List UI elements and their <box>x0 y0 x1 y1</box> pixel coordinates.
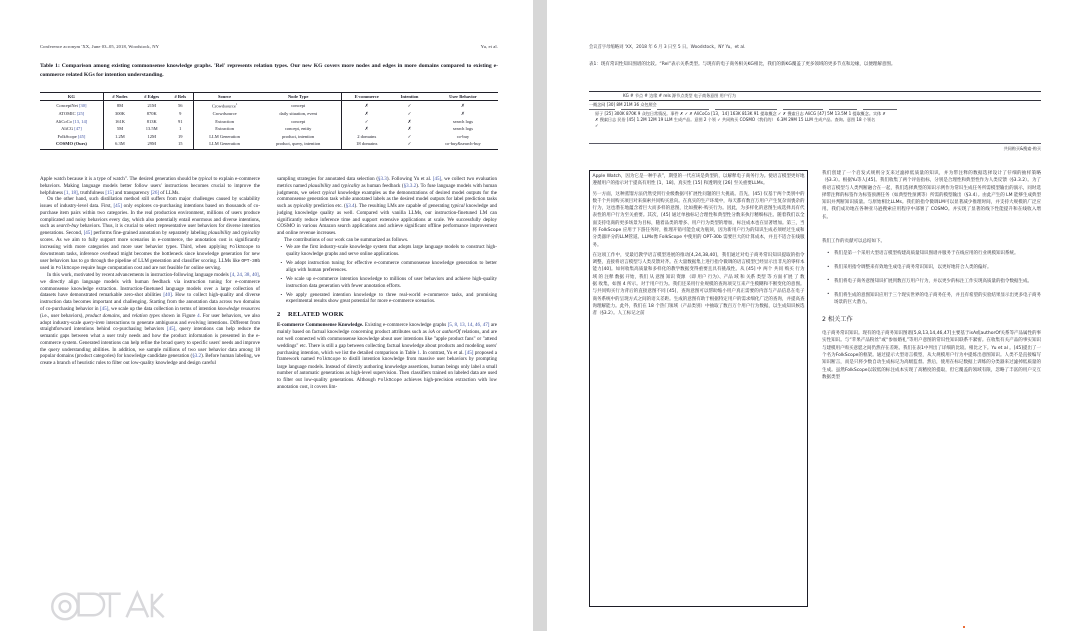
cell-kg: AliCG [47] <box>61 126 82 132</box>
cell-rels: 15 <box>167 140 193 149</box>
th-node-type: Node Type <box>255 93 342 101</box>
cn-sel-paragraph-2: 另一方面，这种蒸馏方法仍然受到行业级数据可扩展性问题的巨大挑战。首先，[45] 仅基于两个类别中的数千个共同购买项目对来探索共同购买意向。在真实的生产环境中，每天都有数百万用户产生复杂而喪杂的行为，这也潜在地蕴含着巨大而多样的意图，比如搜索-购买行为。因此，为多样化的意图生成选择具有代表性的用户行为至关重要。其次，[45] 通过单独标记合理性和典型性分数来执行精细标注。随着我们以全面支持电商的更多场景为目标，随着品类的增多、用户行为类型的增加，标注成本也在显著增加。第三，当将 FolkScope 应用于下游任务时，推理开销可能会成为瓶颈，因为新用户行为的知识生成必须经过生成和分类器评分的LLM管道。LLMs像 FolkScope 中使用的 OPT-30b 需要巨大的计算成本，并且不适合在线服务。 <box>592 191 805 248</box>
section-number: 2 <box>277 311 281 319</box>
cn-table-rule-top <box>589 91 1041 92</box>
cell-node-type: daily situation, event <box>279 111 317 117</box>
section-title: RELATED WORK <box>288 311 344 319</box>
cell-node-type: concept, entity <box>284 126 312 132</box>
cell-user-behavior: co-buy&search-buy <box>428 140 498 149</box>
paragraph-3: In this work, motivated by recent advancements in instruction-following language models [4, 24, 38, 40], we directly align language models with human feedback via instruction tuning for e-commerce commonsense knowledge extraction. Instruction-finetuned language models over a large collection of datasets have demonstrated remarkable zero-shot abilities [40]. How to collect high-quality and diverse instruction data becomes important and challenging. Starting from the annotation data across two domains of co-purchasing behavior in [45], we scale up the data collection in terms of intention knowledge resources (i.e., user behaviors), product domains, and relation types shown in Figure 4. For user behaviors, we also adopt industry-scale query-item interactions to generate ambiguous and evolving intentions. Different from straightforward intentions behind co-purchasing behaviors [45], query intentions can help reduce the semantic gaps between what a user truly needs and how the product information is presented in the e-commerce system. Generated intentions can help refine the broad query to specific users' needs and improve the query understanding abilities. In addition, we sample millions of two user behavior data among 18 popular domains (product categories) for knowledge candidate generation (§3.2). Before human labeling, we create a branch of heuristic rules to filter out low-quality knowledge and design careful <box>40 272 261 367</box>
cell-user-behavior: search logs <box>452 126 473 132</box>
running-head-left: Conference acronym 'XX, June 03–05, 2018, Woodstock, NY <box>40 44 160 49</box>
cell-kg: COSMO (Ours) <box>40 140 103 149</box>
runin-heading: E-commerce Commonsense Knowledge. <box>277 322 364 329</box>
cell-intention: ✓ <box>407 111 412 117</box>
cell-rels: 1 <box>179 126 182 132</box>
cn-contribution-item: • 我们将生成的意图知识应用于三个现实世界的电子商务任务，并且有希望的实验结果显示出更多电子商务场景的巨大潜力。 <box>834 292 1041 307</box>
running-head-right: Yu, et al. <box>480 44 498 49</box>
cell-kg: FolkScope [45] <box>57 133 86 139</box>
table-row <box>40 140 498 149</box>
page-gutter <box>533 0 547 631</box>
th-source: Source <box>194 93 255 101</box>
cn-table-line-3: ✗ 搜索日志 民俗 [45] 1.2M 12M 19 LLM 生成产品。意图 2 个领 ✓ 共同购买 COSMO（我们的） 6.3M 29M 15 LLM 生成产品。查询。意图 18 个领名 <box>595 116 876 122</box>
cell-edges: 21M <box>147 103 156 109</box>
cell-edges: 29M <box>136 140 167 149</box>
body-columns <box>40 176 498 631</box>
column-left <box>40 176 260 631</box>
table-row <box>40 110 498 118</box>
cell-edges: 12M <box>147 133 156 139</box>
cell-intention: ✗ <box>407 126 412 132</box>
paragraph-5: The contributions of our work can be summarized as follows. <box>284 237 409 244</box>
cn-table-line-1: 一概念网 [30] 8M 21M 36 众包照会 <box>589 102 657 108</box>
cell-nodes: 161K <box>103 118 136 126</box>
cell-ecommerce: ✓ <box>342 118 391 126</box>
cn-table-line-4: ✓ <box>595 123 599 129</box>
cell-intention: ✓ <box>407 133 412 139</box>
cell-source: Crowdsource$^1$ <box>194 101 255 110</box>
cell-node-type: product, intention <box>282 133 315 139</box>
cell-ecommerce: ✗ <box>342 101 391 110</box>
cn-paragraph-1: 我们创建了一个启发式规则分支来过滤掉低质量的知识，并为带注释的数据选择设计了仔细的抽样策略（§3.3）。根据Yu等人[45]。我们收集了两个评估指标，分别是合理性和典型性作为人类反馈（§3.3.2）。为了将语言模型与人类判断融合在一起，我们选择典型的知识示例作为常识生成任务所需模型输出的演示，同时选择带注释的标签作为标签预测任务（如典型性预测等）所需的模型输出（§3.4）。由此产生的 LM 能够生成典型知识并判断知识质量。与原始相比LLMs。我们的指令微调LM可以显著减少推理时间，并支持大规模的广泛应用。我们成功地在各种亚马逊搜索应用程序中部署了 COSMO。并实现了显著的线下性能提升和在线收入增长。 <box>822 171 1041 220</box>
cell-ecommerce: 2 domains <box>342 133 391 141</box>
cell-kg: ConceptNet [30] <box>56 103 87 109</box>
cn-contribution-item: • 我们采用指令调整来有效地生成电子商务常识知识，以更好地符合人类的偏好。 <box>834 264 1041 271</box>
contribution-item: • We scale up e-commerce intention knowledge to millions of user behaviors and achieve high-quality instruction data generation with fewer annotation efforts. <box>286 276 497 290</box>
table-row <box>40 125 498 133</box>
cn-table-rule-bottom <box>589 143 1041 144</box>
cn-body-columns <box>589 170 1041 631</box>
cell-user-behavior: ✗ <box>461 111 465 117</box>
text-selection-box[interactable] <box>589 170 808 607</box>
contribution-item: • We apply generated intention knowledge to three real-world e-commerce tasks, and promising experimental results show great potential for more e-commerce scenarios. <box>286 292 497 306</box>
column-right <box>277 176 497 631</box>
cell-node-type: concept <box>291 103 306 109</box>
cn-table-side-note: 共同购买&搜索-购买 <box>1003 146 1041 151</box>
cn-column-right <box>822 170 1041 631</box>
table-row <box>40 118 498 126</box>
cell-user-behavior: ✗ <box>461 103 465 109</box>
page-marker-dot <box>963 626 965 628</box>
cell-nodes: 5M <box>103 125 136 133</box>
table-row <box>40 101 498 110</box>
cn-table-line-2: 原子 [25] 300K 870K 9 众包日常情况。事件 ✗ ✓ ✗ AliCoCo [13，14] 163K 813K 91 提取概念 ✓ ✗ 搜索日志 AliCG [47] 5M 13.5M 1 提取概念。实体 ✗ <box>595 110 886 116</box>
cell-edges: 870K <box>146 111 157 117</box>
cell-ecommerce: ✗ <box>342 110 391 118</box>
cell-nodes: 300K <box>103 110 136 118</box>
th-ecommerce: E-commerce <box>342 93 391 101</box>
cell-source: Extraction <box>194 125 255 133</box>
cell-user-behavior: search logs <box>452 118 473 124</box>
cn-contributions-list <box>822 250 1041 306</box>
cell-intention: ✗ <box>407 118 412 124</box>
cell-edges: 13.5M <box>145 126 158 132</box>
cell-rels: 91 <box>178 118 183 124</box>
paragraph-1: Apple watch because it is a type of watch". The desired generation should be typical to explain e-commerce behaviors. Making language models better follow users' instructions becomes crucial to improve the helpfulness [1, 18], truthfulness [15] and transparency [26] of LLMs. <box>40 176 260 196</box>
cell-ecommerce: ✗ <box>342 125 391 133</box>
th-intention: Intention <box>391 93 428 101</box>
cell-node-type: concept <box>291 118 306 124</box>
cell-source: LLM Generation <box>194 140 255 149</box>
cell-user-behavior: co-buy <box>456 133 470 139</box>
contribution-item: • We are the first industry-scale knowledge system that adopts large language models to construct high-quality knowledge graphs and serve online applications. <box>286 244 497 258</box>
cn-table-rule-mid <box>589 100 1041 101</box>
comparison-table-body <box>40 101 498 149</box>
running-head <box>40 44 498 49</box>
cn-table-caption: 表1：现有常识性知识图谱的比较。“Rel”表示关系类型。与现有的电子商务相关KG相比，我们的新KG覆盖了更多领域的更多节点和边缘，以便理解意图。 <box>589 62 896 67</box>
paragraph-related-work <box>277 322 497 391</box>
cn-running-head: 会议首字母缩略词 'XX，2018 年 6 月 3 日至 5 日。Woodstock。NY Yu。et al. <box>589 45 746 50</box>
cn-table-dash-row <box>589 109 1041 110</box>
contribution-item: • We adopt instruction tuning for effective e-commerce commonsense knowledge generation to better align with human preferences. <box>286 260 497 274</box>
cell-source: Extraction <box>194 118 255 126</box>
cell-node-type: product, query, intention <box>255 140 342 149</box>
cell-ecommerce: 18 domains <box>342 140 391 149</box>
page-translated-chinese[interactable] <box>547 0 1080 631</box>
cell-source: LLM Generation <box>194 133 255 141</box>
th-rels: # Rels <box>167 93 193 101</box>
cell-intention: ✓ <box>391 140 428 149</box>
cn-table-header-line: KG # 节点 # 边缘 # rels 源节点类型 电子商务意图 用户行为 <box>623 93 737 98</box>
cn-contribution-item: • 我们是第一个采用大型语言模型构建高质量知识图谱并服务于在线应用的行业规模知识系统。 <box>834 250 1041 257</box>
paragraph-2: On the other hand, such distillation method still suffers from major challenges caused by scalability issues of industry-level data. First, [45] only explores co-purchasing intentions based on thousands of co-purchase item pairs within two categories. In the real production environment, millions of users produce complicated and noisy behaviors every day, which also potentially entail enormous and diverse intentions, such as search-buy behaviors. Thus, it is crucial to select representative user behaviors for diverse intention generations. Second, [45] performs fine-grained annotation by separately labeling plausibility and typicality scores. As we aim to fully support more scenarios in e-commerce, the annotation cost is significantly increasing with more categories and more user behavior types. Third, when applying FolkScope to downstream tasks, inference overhead might becomes the bottleneck since knowledge generation for new user behaviors has to go through the pipeline of LLM generation and classifier scoring. LLMs like OPT-30b used in FolkScope require huge computation cost and are not feasible for online serving. <box>40 196 261 271</box>
cell-intention: ✓ <box>407 103 412 109</box>
cn-sel-paragraph-1: Apple Watch，因为它是一种手表”，期望的一代应该是典型的，以解释电子商务行为。使语言模型更好地遵循用户的指示对于提高有用性 [1，18]、真实性 [15] 和透明度 [26] 至关重要LLMs。 <box>592 174 805 187</box>
cn-sel-paragraph-3: 在这项工作中，受最近教学语言模型进展的推动[4,24,38,40]，我们通过对电子商务常识知识提取的指令调整，直接将语言模型与人类反馈对齐。在大量数据集上进行指令微调的语言模型已经显示出非凡的零样本能力[40]。如何收集高质量和多样化的教学数据变得重要且具有挑战性。从 [45] 中 两个 共同 购买 行为 域 的 注释 数据 开始，我们 从 意图 知识 资源 （即 用户 行为）、产品 域 和 关系 类型 等 方面 扩展 了 数据 收集，如图 4 所示。对于用户行为。我们还采用行业规模的查询项交互来产生模糊和不断变化的意图。与共同购买行为背后的直接意图不同 [45]，查询意图可以帮助缩小用户真正需要的内容与产品信息在电子商务系统中的呈现方式之间的语义差距。生成的意图有助于根据特定用户的需求细化广泛的查询，并提高查询理解能力。此外，我们在 18 个热门领域（产品类别）中抽取了数百万个用户行为数据，以生成知识候选者（§3.2）。人工标记之前 <box>592 252 805 317</box>
cell-edges: 813K <box>146 118 157 124</box>
cn-column-left <box>589 170 808 631</box>
section-heading-related-work <box>277 311 497 320</box>
contributions-list <box>277 244 497 305</box>
cell-kg: ATOMIC [25] <box>58 111 85 117</box>
paragraph-4: sampling strategies for annotated data selection (§3.3). Following Yu et al. [45], we collect two evaluation metrics named plausibility and typicality as human feedback (§3.3.2). To fuse language models with human judgments, we select typical knowledge examples as the demonstrations of desired model outputs for the commonsense generation task while annotated labels as the desired model outputs for label prediction tasks such as typicality prediction etc. (§3.4). The resulting LMs are capable of generating typical knowledge and judging knowledge quality as well. Compared with vanilla LLMs, our instruction-finetuned LM can significantly reduce inference time and support extensive applications at scale. We successfully deploy COSMO in various Amazon search applications and achieve significant offline performance improvement and online revenue increases. <box>277 176 497 237</box>
cn-spacer <box>822 224 1041 238</box>
cell-nodes: 8M <box>103 101 136 110</box>
cell-nodes: 1.2M <box>103 133 136 141</box>
th-kg: KG <box>40 93 103 101</box>
comparison-table-wrapper <box>40 92 498 150</box>
cell-nodes: 6.3M <box>103 140 136 149</box>
cn-paragraph-2: 我们工作的贡献可以总结如下。 <box>822 238 885 244</box>
th-user-behavior: User Behavior <box>428 93 498 101</box>
table-row <box>40 133 498 141</box>
table-caption: Table 1: Comparison among existing commonsense knowledge graphs. 'Rel' represents relation types. Our new KG covers more nodes and edges in more domains compared to existing e-commerce related KGs for intention understanding. <box>40 63 498 78</box>
comparison-table <box>40 92 498 150</box>
page-original-english[interactable] <box>0 0 533 631</box>
cn-comparison-table <box>589 90 1041 145</box>
related-work-body: Existing e-commerce knowledge graphs [5, 8, 13, 14, 46, 47] are mainly based on factual knowledge concerning product attributes such as isA or authorOf relations, and are not well connected with commonsense knowledge about user intentions like "apple product fans" or "attend weddings" etc. There is still a gap between collecting factual knowledge about products and modeling users' purchasing intention, which we list the detailed comparison in Table 1. In contrast, Yu et al. [45] proposed a framework named FolkScope to distill intention knowledge from massive user behaviors by prompting large language models. Instead of directly authoring knowledge assertions, human beings only label a small number of automatic generations as high-level supervision. Then classifiers trained on labeled data are used to filter out low-quality generations. Although FolkScope achieves high-precision extraction with low annotation cost, it covers lim- <box>277 322 498 391</box>
cn-paragraph-related-work: 电子商务常识知识。现有的电子商务知识图谱[5,8,13,14,46,47]主要基于isA或authorOf关系等产品属性的事实性知识。与“苹果产品粉丝”或“参加婚礼”等用户意图的常识性知识联系不紧密。在收集有关产品的事实知识与建模用户购买意愿之间仍然存在差距。我们在表1中列出了详细的比较。相比之下。Yu et al 。[45]提出了一个名为FolkScope的框架。通过提示大型语言模型，从大规模用户行为中提炼出意图知识。人类不是直接编写知识断言，而是只将少数自动生成标记为高级监督。然后，使用在标记数据上训练的分类器来过滤掉低质量的生成。虽然FolkScope以较低的标注成本实现了高精度的提取，但它覆盖的领域有限，忽略了丰富的用户交互数据类型 <box>822 331 1042 380</box>
th-nodes: # Nodes <box>103 93 136 101</box>
cell-rels: 9 <box>179 111 182 117</box>
cn-section-heading-related-work: 2 相关工作 <box>822 316 853 324</box>
cell-source: Crowdsource <box>194 110 255 118</box>
cn-contribution-item: • 我们将电子商务意图知识扩展到数百万用户行为，并以更少的标注工作实现高质量的指令数据生成。 <box>834 278 1041 285</box>
th-edges: # Edges <box>136 93 167 101</box>
cell-rels: 56 <box>178 103 183 109</box>
cell-rels: 19 <box>178 133 183 139</box>
cell-kg: AliCoCo [13, 14] <box>55 118 88 124</box>
